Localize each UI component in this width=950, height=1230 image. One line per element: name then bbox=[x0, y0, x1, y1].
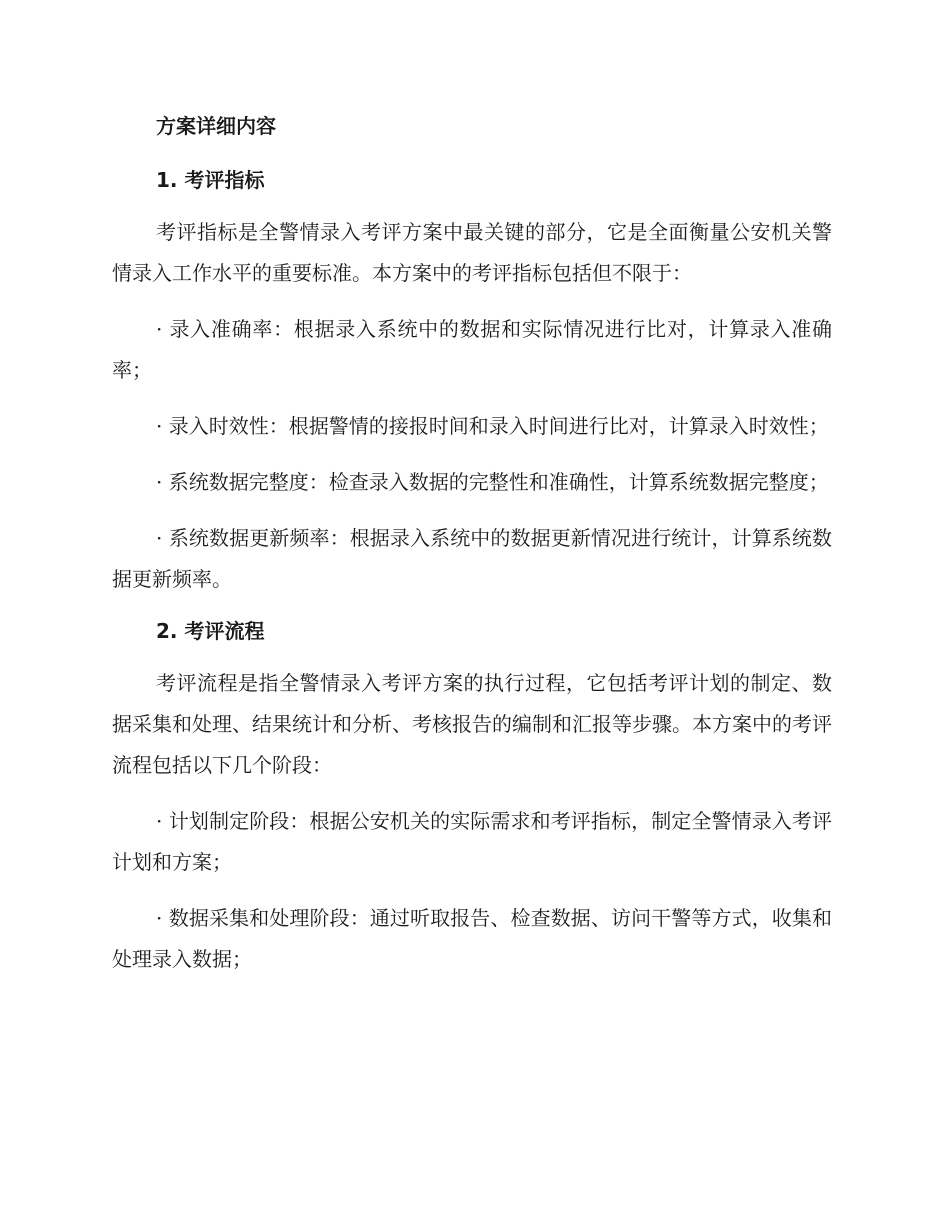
list-item: · 数据采集和处理阶段：通过听取报告、检查数据、访问干警等方式，收集和处理录入数据； bbox=[112, 906, 832, 971]
section-intro-indicators: 考评指标是全警情录入考评方案中最关键的部分，它是全面衡量公安机关警情录入工作水平的重要标准。本方案中的考评指标包括但不限于： bbox=[112, 220, 832, 285]
section-heading-process: 2. 考评流程 bbox=[156, 619, 265, 643]
list-item: · 计划制定阶段：根据公安机关的实际需求和考评指标，制定全警情录入考评计划和方案； bbox=[112, 809, 832, 874]
section-heading-indicators: 1. 考评指标 bbox=[156, 168, 265, 192]
document-title: 方案详细内容 bbox=[156, 114, 276, 138]
document-body bbox=[112, 110, 832, 995]
list-item: · 录入时效性：根据警情的接报时间和录入时间进行比对，计算录入时效性； bbox=[156, 414, 829, 438]
list-item: · 系统数据更新频率：根据录入系统中的数据更新情况进行统计，计算系统数据更新频率。 bbox=[112, 526, 832, 591]
list-item: · 录入准确率：根据录入系统中的数据和实际情况进行比对，计算录入准确率； bbox=[112, 317, 832, 382]
list-item: · 系统数据完整度：检查录入数据的完整性和准确性，计算系统数据完整度； bbox=[156, 470, 829, 494]
section-intro-process: 考评流程是指全警情录入考评方案的执行过程，它包括考评计划的制定、数据采集和处理、结果统计和分析、考核报告的编制和汇报等步骤。本方案中的考评流程包括以下几个阶段： bbox=[112, 671, 832, 777]
